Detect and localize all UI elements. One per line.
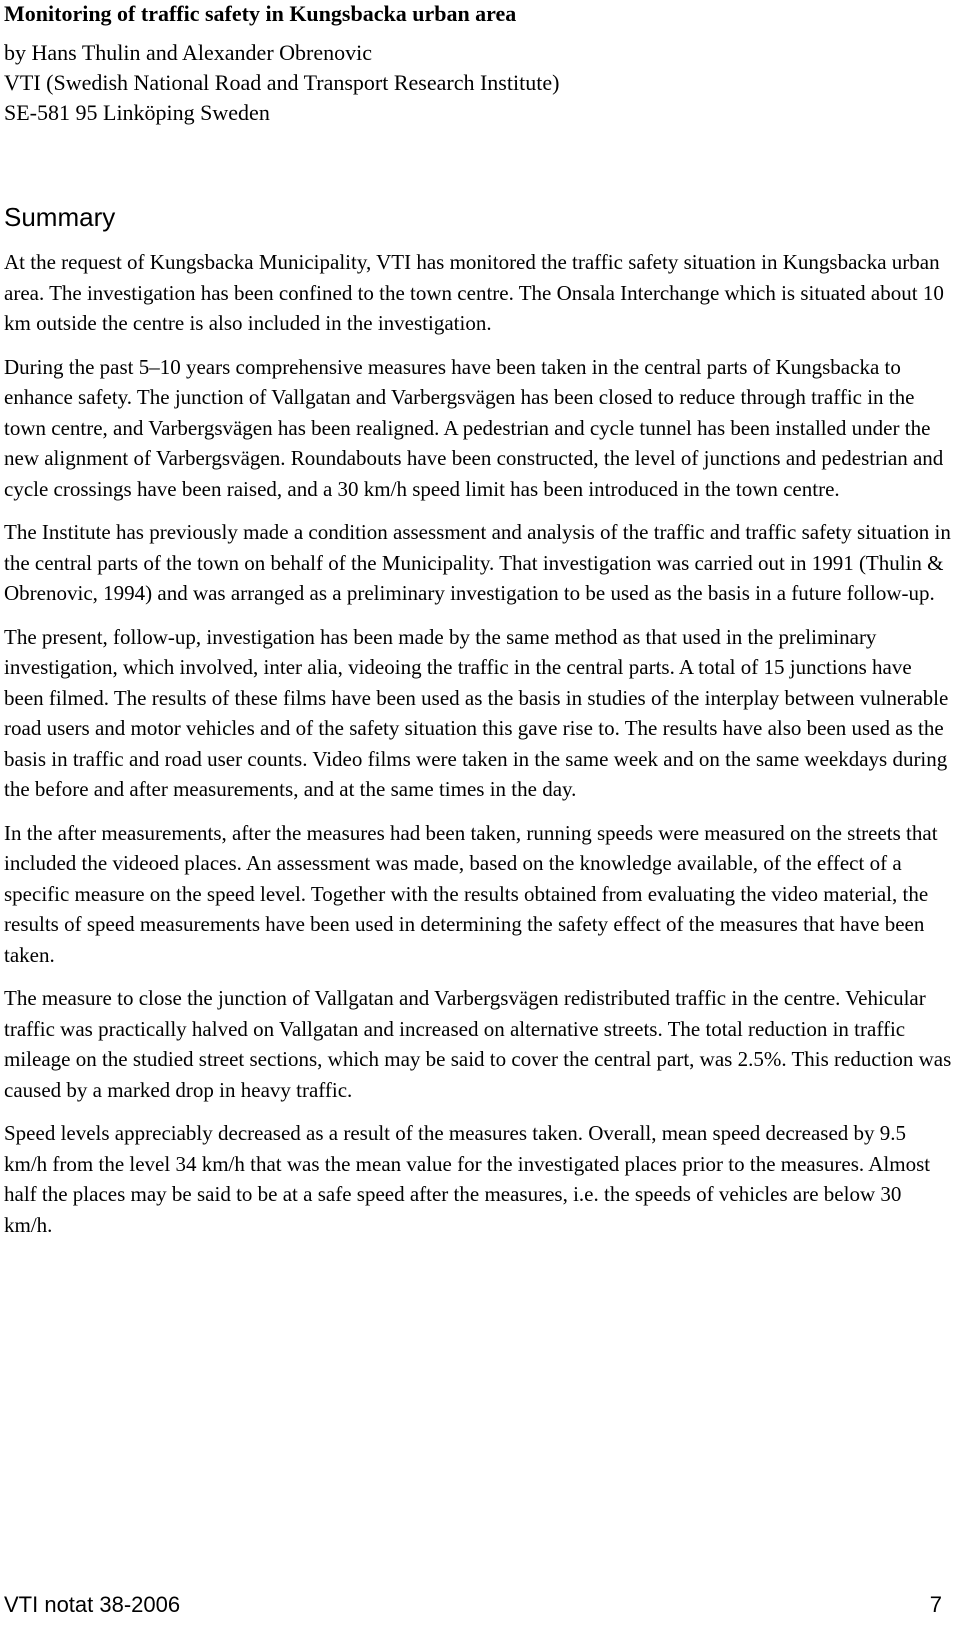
page-number: 7: [929, 1592, 942, 1617]
paragraph: The present, follow-up, investigation has been made by the same method as that used in the preliminary investigation, which involved, inter alia, videoing the traffic in the central parts. A total of 15 junctions have been filmed. The results of these films have been used as the basis in studies of the interplay between vulnerable road users and motor vehicles and of the safety situation this gave rise to. The results have also been used as the basis in traffic and road user counts. Video films were taken in the same week and on the same weekdays during the before and after measurements, and at the same times in the day.: [4, 624, 949, 801]
footer-document-reference: VTI notat 38-2006: [4, 1592, 181, 1617]
paragraph: The measure to close the junction of Vallgatan and Varbergsvägen redistributed traffic in the centre. Vehicular traffic was practically halved on Vallgatan and increased on alternative streets. The total reduction in traffic mileage on the studied street sections, which may be said to cover the central part, was 2.5%. This reduction was caused by a marked drop in heavy traffic.: [4, 986, 952, 1102]
paragraph: At the request of Kungsbacka Municipality, VTI has monitored the traffic safety situation in Kungsbacka urban area. The investigation has been confined to the town centre. The Onsala Interchange which is situated about 10 km outside the centre is also included in the investigation.: [4, 250, 944, 335]
page-footer: [4, 1590, 942, 1620]
paragraph: The Institute has previously made a condition assessment and analysis of the traffic and traffic safety situation in the central parts of the town on behalf of the Municipality. That investigation was carried out in 1991 (Thulin & Obrenovic, 1994) and was arranged as a preliminary investigation to be used as the basis in a future follow-up.: [4, 520, 951, 605]
author-block: [4, 38, 559, 128]
author-line: by Hans Thulin and Alexander Obrenovic: [4, 40, 373, 65]
summary-body: [4, 247, 954, 1253]
paragraph: During the past 5–10 years comprehensive measures have been taken in the central parts of Kungsbacka to enhance safety. The junction of Vallgatan and Varbergsvägen has been closed to reduce through traffic in the town centre, and Varbergsvägen has been realigned. A pedestrian and cycle tunnel has been installed under the new alignment of Varbergsvägen. Roundabouts have been constructed, the level of junctions and pedestrian and cycle crossings have been raised, and a 30 km/h speed limit has been introduced in the town centre.: [4, 354, 944, 501]
document-title: Monitoring of traffic safety in Kungsbacka urban area: [4, 1, 517, 26]
institute-line: VTI (Swedish National Road and Transport Research Institute): [4, 70, 560, 95]
paragraph: In the after measurements, after the measures had been taken, running speeds were measured on the streets that included the videoed places. An assessment was made, based on the knowledge available, of the effect of a specific measure on the speed level. Together with the results obtained from evaluating the video material, the results of speed measurements have been used in determining the safety effect of the measures that have been taken.: [4, 820, 938, 967]
paragraph: Speed levels appreciably decreased as a result of the measures taken. Overall, mean speed decreased by 9.5 km/h from the level 34 km/h that was the mean value for the investigated places prior to the measures. Almost half the places may be said to be at a safe speed after the measures, i.e. the speeds of vehicles are below 30 km/h.: [4, 1121, 931, 1237]
section-heading-summary: Summary: [4, 202, 116, 232]
address-line: SE-581 95 Linköping Sweden: [4, 100, 270, 125]
